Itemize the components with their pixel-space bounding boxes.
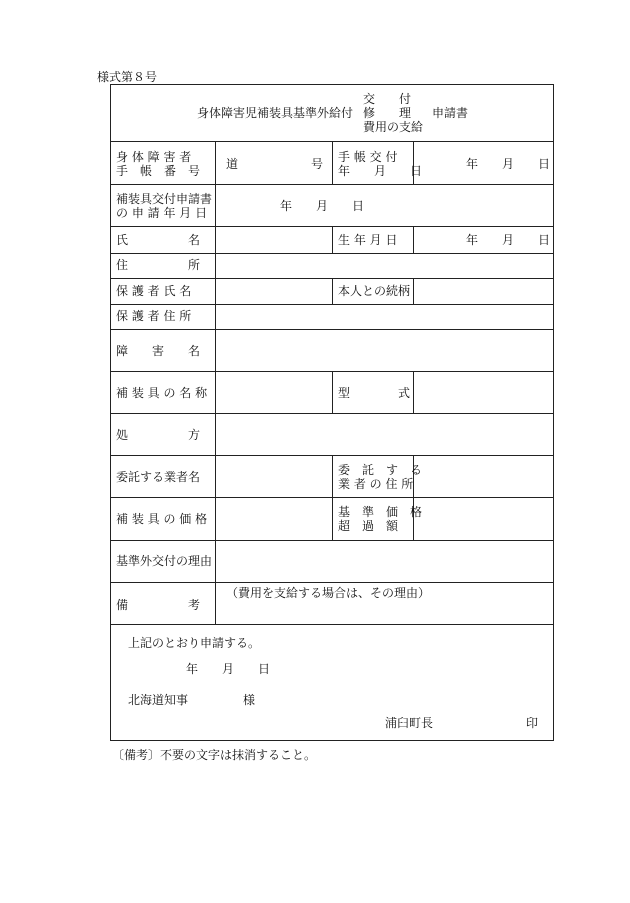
handbook-prefecture-prefix: 道 [226, 157, 239, 171]
vendor-address-label: 委 託 す る 業 者 の 住 所 [338, 463, 423, 491]
row-divider [110, 540, 554, 541]
row-divider [110, 184, 554, 185]
column-divider [332, 371, 333, 413]
prescription-label: 処 方 [116, 428, 201, 442]
row-divider [110, 253, 554, 254]
row-divider [110, 624, 554, 625]
column-divider [413, 278, 414, 304]
form-title: 身体障害児補装具基準外給付 [197, 106, 354, 120]
column-divider [215, 141, 216, 624]
handbook-number-label: 身 体 障 害 者 手 帳 番 号 [116, 150, 201, 178]
form-note: 〔備考〕不要の文字は抹消すること。 [112, 748, 317, 762]
name-label: 氏 名 [116, 233, 201, 247]
device-name-label: 補 装 具 の 名 称 [116, 386, 208, 400]
disability-label: 障 害 名 [116, 344, 201, 358]
application-statement: 上記のとおり申請する。 [128, 636, 261, 650]
remarks-label: 備 考 [116, 598, 201, 612]
footer-date: 年 月 日 [186, 662, 271, 676]
column-divider [332, 226, 333, 253]
address-label: 住 所 [116, 258, 201, 272]
remarks-note: （費用を支給する場合は、その理由） [226, 586, 431, 600]
device-price-label: 補 装 具 の 価 格 [116, 512, 208, 526]
title-suffix: 申請書 [432, 106, 469, 120]
relation-label: 本人との続柄 [338, 284, 411, 298]
row-divider [110, 304, 554, 305]
birth-date-label: 生 年 月 日 [338, 233, 398, 247]
column-divider [332, 141, 333, 184]
column-divider [332, 455, 333, 540]
title-option-repair: 修 理 [363, 106, 412, 120]
application-date-value: 年 月 日 [280, 199, 365, 213]
guardian-name-label: 保 護 者 氏 名 [116, 284, 192, 298]
row-divider [110, 582, 554, 583]
handbook-number-suffix: 号 [311, 157, 324, 171]
title-option-issue: 交 付 [363, 92, 412, 106]
non-standard-reason-label: 基準外交付の理由 [116, 554, 213, 568]
column-divider [413, 371, 414, 413]
handbook-issue-date-value: 年 月 日 [466, 157, 551, 171]
applicant-name: 浦臼町長 [385, 716, 434, 730]
row-divider [110, 329, 554, 330]
column-divider [413, 226, 414, 253]
column-divider [332, 278, 333, 304]
birth-date-value: 年 月 日 [466, 233, 551, 247]
model-label: 型 式 [338, 386, 411, 400]
form-number-label: 様式第８号 [97, 70, 158, 84]
guardian-address-label: 保 護 者 住 所 [116, 309, 192, 323]
addressee-honorific: 様 [243, 693, 256, 707]
row-divider [110, 413, 554, 414]
excess-amount-label: 基 準 価 格 超 過 額 [338, 505, 423, 533]
addressee: 北海道知事 [128, 693, 189, 707]
title-option-payment: 費用の支給 [363, 120, 424, 134]
vendor-name-label: 委託する業者名 [116, 470, 201, 484]
application-date-label: 補装具交付申請書 の 申 請 年 月 日 [116, 192, 213, 220]
handbook-issue-date-label: 手 帳 交 付 年 月 日 [338, 150, 423, 178]
seal-mark: 印 [526, 716, 539, 730]
